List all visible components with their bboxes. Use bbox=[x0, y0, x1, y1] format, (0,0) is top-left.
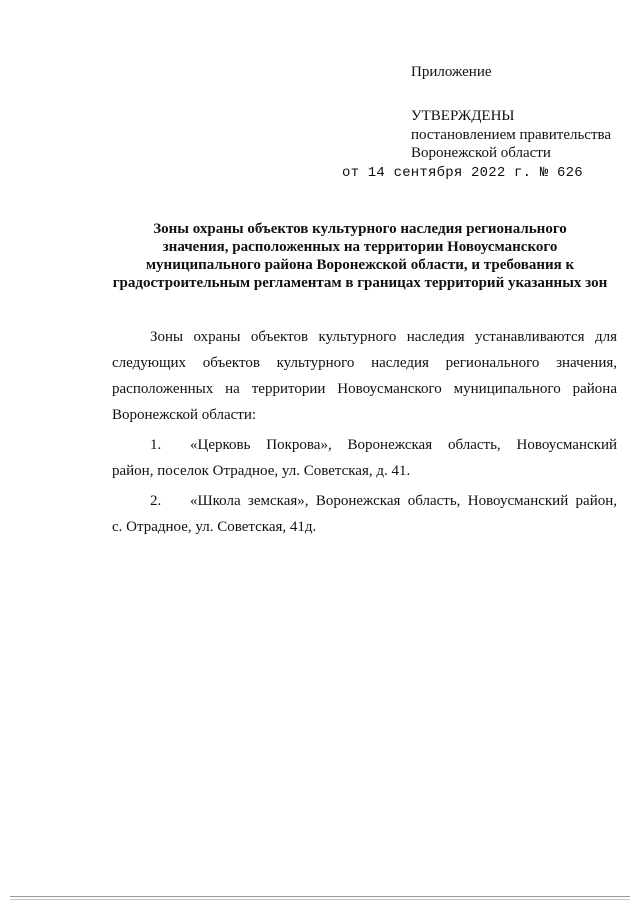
document-body bbox=[112, 324, 617, 540]
title-line: муниципального района Воронежской области, и требования к bbox=[145, 257, 575, 273]
title-line: Зоны охраны объектов культурного наследия регионального bbox=[153, 221, 567, 237]
list-item-number: 1. bbox=[150, 437, 162, 453]
list-item bbox=[112, 432, 617, 484]
paragraph-line: следующих объектов культурного наследия регионального значения, bbox=[112, 355, 617, 371]
appendix-label: Приложение bbox=[411, 64, 492, 80]
title-line: значения, расположенных на территории Новоусманского bbox=[162, 239, 558, 255]
list-item-text: «Школа земская», Воронежская область, Новоусманский район, bbox=[190, 493, 617, 509]
list-item-first-line bbox=[112, 432, 617, 458]
decree-reference: от 14 сентября 2022 г. № 626 bbox=[342, 165, 583, 181]
list-item bbox=[112, 488, 617, 540]
list-item-text: с. Отрадное, ул. Советская, 41д. bbox=[112, 519, 317, 535]
paragraph-line: Зоны охраны объектов культурного наследия устанавливаются для bbox=[150, 329, 617, 345]
intro-paragraph bbox=[112, 324, 617, 428]
footer-divider bbox=[10, 896, 630, 897]
approved-line: постановлением правительства bbox=[411, 127, 612, 143]
list-item-number: 2. bbox=[150, 493, 162, 509]
paragraph-line: расположенных на территории Новоусманского муниципального района bbox=[112, 381, 617, 397]
document-title bbox=[100, 220, 620, 292]
approved-title: УТВЕРЖДЕНЫ bbox=[411, 108, 515, 124]
list-item-text: «Церковь Покрова», Воронежская область, Новоусманский bbox=[190, 437, 617, 453]
approved-line: Воронежской области bbox=[411, 145, 551, 161]
title-line: градостроительным регламентам в границах территорий указанных зон bbox=[112, 275, 608, 291]
list-item-first-line bbox=[112, 488, 617, 514]
paragraph-line: Воронежской области: bbox=[112, 407, 257, 423]
footer-divider bbox=[10, 899, 630, 900]
list-item-text: район, поселок Отрадное, ул. Советская, д. 41. bbox=[112, 463, 411, 479]
